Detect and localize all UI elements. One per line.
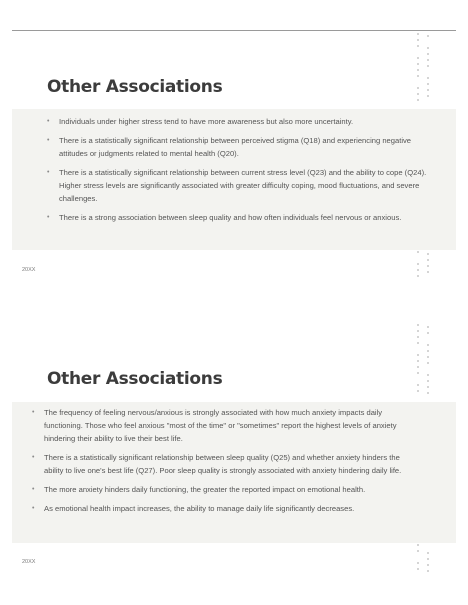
decor-dot <box>427 53 429 55</box>
bullet-dot-icon: • <box>47 169 50 176</box>
decor-dot <box>417 568 419 570</box>
decor-dot <box>417 372 419 374</box>
decor-dot <box>417 69 419 71</box>
decor-dot <box>417 39 419 41</box>
content-panel <box>12 109 456 250</box>
decor-dot <box>417 360 419 362</box>
decor-dot <box>417 33 419 35</box>
bullet-dot-icon: • <box>47 137 50 144</box>
decor-dot <box>417 324 419 326</box>
bullet-item: • The frequency of feeling nervous/anxious is strongly associated with how much anxiety impacts daily functioning. Those who feel anxious "most of the time" or "sometimes" report the highest levels of anxiety hindering their ability to live their best life. <box>32 408 397 443</box>
decor-dot <box>417 45 419 47</box>
decor-dot <box>417 330 419 332</box>
decor-dot <box>427 350 429 352</box>
decor-dot <box>427 392 429 394</box>
slide-2 <box>12 322 456 584</box>
decor-dot <box>417 544 419 546</box>
decor-dot <box>427 564 429 566</box>
decor-dot <box>427 65 429 67</box>
decor-dot <box>417 562 419 564</box>
bullet-dot-icon: • <box>32 505 35 512</box>
bullet-item: • There is a statistically significant relationship between sleep quality (Q25) and whether anxiety hinders the ability to live one's best life (Q27). Poor sleep quality is strongly associated with anxiety hindering daily life. <box>32 453 402 475</box>
slide-title: Other Associations <box>47 77 223 97</box>
decor-dot <box>417 63 419 65</box>
decor-dot <box>417 550 419 552</box>
decor-dot <box>427 83 429 85</box>
slide-1 <box>12 30 456 283</box>
decor-dot <box>427 344 429 346</box>
decor-dot <box>427 259 429 261</box>
bullet-list <box>32 406 412 521</box>
decor-dot <box>417 251 419 253</box>
decor-dot <box>417 390 419 392</box>
decor-dot <box>427 558 429 560</box>
slide-footer: 20XX <box>22 559 36 565</box>
decor-dot <box>427 326 429 328</box>
decor-dot <box>427 552 429 554</box>
bullet-dot-icon: • <box>32 409 35 416</box>
decor-dot <box>427 570 429 572</box>
decor-dot <box>417 57 419 59</box>
decor-dot <box>427 362 429 364</box>
bullet-dot-icon: • <box>47 118 50 125</box>
slide-title: Other Associations <box>47 369 223 389</box>
decor-dot <box>427 89 429 91</box>
content-panel <box>12 402 456 543</box>
decor-dot <box>427 271 429 273</box>
decor-dot <box>417 342 419 344</box>
decor-dot <box>427 374 429 376</box>
decor-dot <box>427 356 429 358</box>
decor-dot <box>427 253 429 255</box>
decor-dot <box>417 366 419 368</box>
decor-dot <box>427 35 429 37</box>
decor-dot <box>417 263 419 265</box>
bullet-item: • There is a statistically significant relationship between current stress level (Q23) and the ability to cope (Q24). Higher stress levels are significantly associated with greater difficulty coping, mood fluctuations, and severe challenges. <box>47 168 427 203</box>
bullet-item: • There is a statistically significant relationship between perceived stigma (Q18) and experiencing negative attitudes or judgments related to mental health (Q20). <box>47 136 412 158</box>
decor-dot <box>427 332 429 334</box>
decor-dot <box>417 99 419 101</box>
bullet-item: • There is a strong association between sleep quality and how often individuals feel nervous or anxious. <box>47 213 402 222</box>
bullet-dot-icon: • <box>32 486 35 493</box>
decor-dot <box>417 87 419 89</box>
decor-dot <box>417 75 419 77</box>
decor-dot <box>417 93 419 95</box>
decor-dot <box>417 336 419 338</box>
decor-dot <box>417 275 419 277</box>
decor-dot <box>417 354 419 356</box>
bullet-list <box>47 115 427 230</box>
decor-dot <box>427 265 429 267</box>
decor-dot <box>427 95 429 97</box>
decor-dot <box>427 47 429 49</box>
decor-dot <box>417 269 419 271</box>
decor-dot <box>427 59 429 61</box>
slide-footer: 20XX <box>22 267 36 273</box>
bullet-item: • Individuals under higher stress tend to have more awareness but also more uncertainty. <box>47 117 354 126</box>
bullet-item: • The more anxiety hinders daily functioning, the greater the reported impact on emotional health. <box>32 485 366 494</box>
bullet-dot-icon: • <box>32 454 35 461</box>
decor-dot <box>427 380 429 382</box>
bullet-dot-icon: • <box>47 214 50 221</box>
decor-dot <box>427 386 429 388</box>
bullet-item: • As emotional health impact increases, the ability to manage daily life significantly decreases. <box>32 504 355 513</box>
decor-dot <box>427 77 429 79</box>
decor-dot <box>417 384 419 386</box>
